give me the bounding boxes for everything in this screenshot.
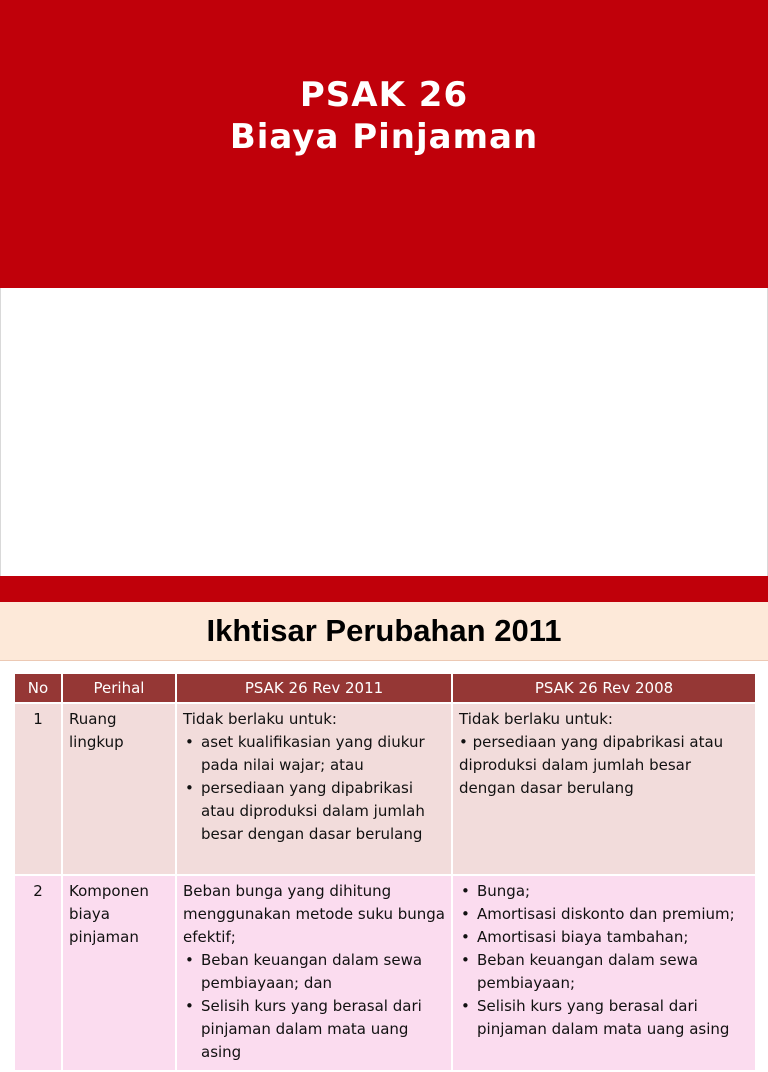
cell-no: 1 bbox=[14, 703, 62, 875]
cell-perihal: Komponen biaya pinjaman bbox=[62, 875, 176, 1071]
header-no: No bbox=[14, 673, 62, 703]
table-header-row bbox=[14, 673, 756, 703]
list-item: • aset kualifikasian yang diukur pada nilai wajar; atau bbox=[201, 731, 445, 777]
table-row bbox=[14, 703, 756, 875]
slide-title bbox=[0, 74, 768, 158]
header-rev-2011: PSAK 26 Rev 2011 bbox=[176, 673, 452, 703]
header-perihal: Perihal bbox=[62, 673, 176, 703]
title-slide-body bbox=[0, 288, 768, 576]
title-slide-footer-band bbox=[0, 576, 768, 602]
summary-slide bbox=[0, 602, 768, 1061]
cell-rev-2011 bbox=[176, 875, 452, 1071]
list-item: • Selisih kurs yang berasal dari pinjaman dalam mata uang asing bbox=[201, 995, 445, 1064]
changes-table bbox=[13, 672, 757, 1072]
list-item: • Selisih kurs yang berasal dari pinjaman dalam mata uang asing bbox=[477, 995, 749, 1041]
cell-intro: Beban bunga yang dihitung menggunakan metode suku bunga efektif; bbox=[183, 882, 445, 946]
summary-slide-title-band bbox=[0, 602, 768, 661]
cell-rev-2011 bbox=[176, 703, 452, 875]
bullet-list bbox=[183, 731, 445, 846]
summary-slide-title: Ikhtisar Perubahan 2011 bbox=[206, 613, 562, 648]
cell-rev-2008 bbox=[452, 875, 756, 1071]
cell-text: • persediaan yang dipabrikasi atau diproduksi dalam jumlah besar dengan dasar berulang bbox=[459, 733, 724, 797]
list-item: • persediaan yang dipabrikasi atau diproduksi dalam jumlah besar dengan dasar berulang bbox=[201, 777, 445, 846]
cell-no: 2 bbox=[14, 875, 62, 1071]
bullet-list bbox=[459, 880, 749, 1041]
title-slide-header-band bbox=[0, 0, 768, 288]
list-item: • Amortisasi diskonto dan premium; bbox=[477, 903, 749, 926]
cell-intro: Tidak berlaku untuk: bbox=[183, 710, 337, 728]
list-item: • Beban keuangan dalam sewa pembiayaan; dan bbox=[201, 949, 445, 995]
list-item: • Beban keuangan dalam sewa pembiayaan; bbox=[477, 949, 749, 995]
cell-perihal: Ruang lingkup bbox=[62, 703, 176, 875]
cell-intro: Tidak berlaku untuk: bbox=[459, 710, 613, 728]
slide-title-line2: Biaya Pinjaman bbox=[229, 117, 539, 157]
list-item: • Amortisasi biaya tambahan; bbox=[477, 926, 749, 949]
slide-title-line1: PSAK 26 bbox=[299, 75, 469, 115]
cell-rev-2008 bbox=[452, 703, 756, 875]
table-row bbox=[14, 875, 756, 1071]
header-rev-2008: PSAK 26 Rev 2008 bbox=[452, 673, 756, 703]
bullet-list bbox=[183, 949, 445, 1064]
list-item: • Bunga; bbox=[477, 880, 749, 903]
